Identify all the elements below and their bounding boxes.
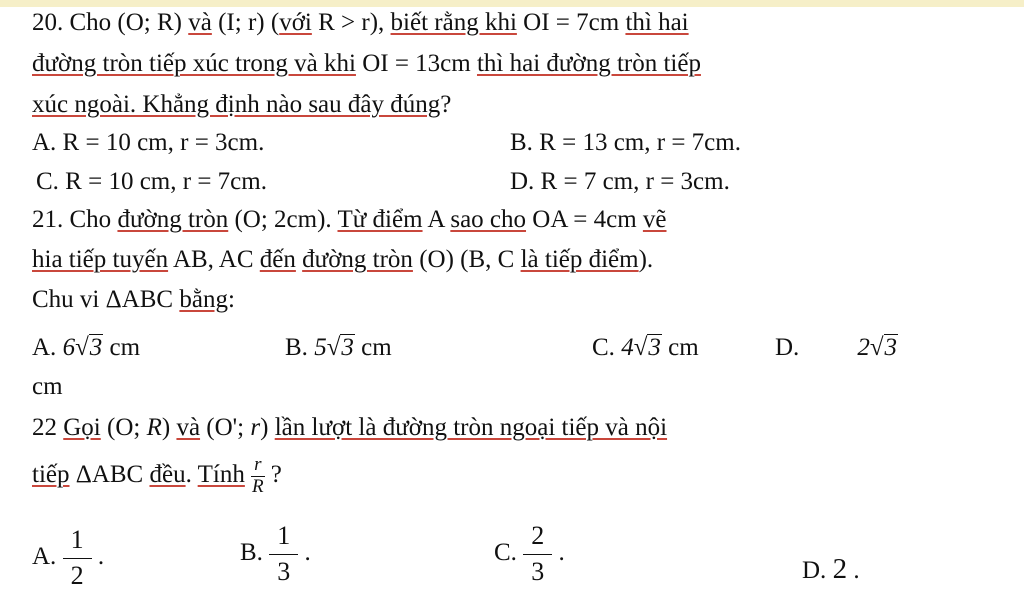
q20-line-1: 20. Cho (O; R) và (I; r) (với R > r), biết rằng khi OI = 7cm thì hai <box>32 9 689 36</box>
sqrt-expression: 2√3 <box>857 334 898 361</box>
q21-line-2: hia tiếp tuyến AB, AC đến đường tròn (O) (B, C là tiếp điểm). <box>32 246 654 273</box>
q22-option-c: C. $\frac{2}{3}$ . <box>494 521 565 586</box>
q21-line-1: 21. Cho đường tròn (O; 2cm). Từ điểm A sao cho OA = 4cm vẽ <box>32 206 667 233</box>
q20-line-3: xúc ngoài. Khẳng định nào sau đây đúng? <box>32 91 452 118</box>
q20-line-2: đường tròn tiếp xúc trong và khi OI = 13cm thì hai đường tròn tiếp <box>32 50 701 77</box>
q21-option-b: B. 5√3 cm <box>285 334 392 361</box>
sqrt-expression: 6√3 <box>62 334 103 361</box>
q21-line-3: Chu vi ΔABC bằng: <box>32 286 235 313</box>
q21-option-d-unit: cm <box>32 373 63 400</box>
q21-option-a: A. 6√3 cm <box>32 334 141 361</box>
q20-option-c: C. R = 10 cm, r = 7cm. <box>36 168 267 195</box>
q20-option-a: A. R = 10 cm, r = 3cm. <box>32 129 265 156</box>
sqrt-expression: 4√3 <box>621 334 661 361</box>
q20-option-d: D. R = 7 cm, r = 3cm. <box>510 168 730 195</box>
fraction: $\frac{2}{3}$ <box>523 522 552 586</box>
q22-option-b: B. $\frac{1}{3}$ . <box>240 521 311 586</box>
q20-option-b: B. R = 13 cm, r = 7cm. <box>510 129 741 156</box>
fraction: $\frac{1}{3}$ <box>269 522 298 586</box>
q22-option-a: A. $\frac{1}{2}$ . <box>32 525 105 590</box>
q22-line-2: tiếp ΔABC đều. Tính $\frac{r}{R}$ ? <box>32 454 282 497</box>
fraction-r-over-r: $\frac{r}{R}$ <box>252 454 264 497</box>
top-highlight-bar <box>0 0 1024 7</box>
sqrt-expression: 5√3 <box>314 334 354 361</box>
q22-option-d: D. 2 . <box>802 553 860 585</box>
q21-option-c: C. 4√3 cm <box>592 334 699 361</box>
q21-option-d: D. 2√3 <box>775 334 898 361</box>
fraction: $\frac{1}{2}$ <box>63 526 92 590</box>
q22-line-1: 22 Gọi (O; R) và (O'; r) lần lượt là đường tròn ngoại tiếp và nội <box>32 414 668 441</box>
